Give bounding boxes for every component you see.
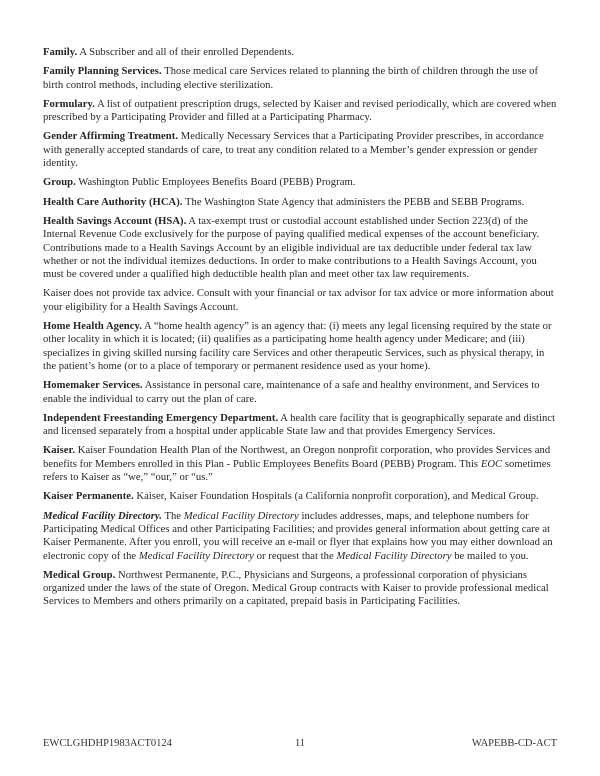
definition-text: A Subscriber and all of their enrolled Dependents. (77, 47, 295, 58)
definition-paragraph (43, 65, 557, 92)
definition-term: Health Savings Account (HSA). (43, 215, 187, 227)
definition-text: Medical Facility Directory (138, 550, 254, 562)
definition-paragraph (43, 98, 557, 125)
definition-paragraph (43, 196, 557, 209)
definition-paragraph (43, 510, 557, 563)
definition-term: Gender Affirming Treatment. (43, 131, 179, 143)
definition-term: Family. (43, 47, 78, 58)
footer-document-code: EWCLGHDHP1983ACT0124 (43, 738, 172, 749)
definition-text: be mailed to you. (451, 550, 529, 562)
definition-paragraph (43, 130, 557, 170)
definition-text: The Washington State Agency that administers the PEBB and SEBB Programs. (182, 196, 525, 208)
definition-text: A tax-exempt trust or custodial account established under Section 223(d) of the Internal Revenue Code exclusively for the purpose of paying qualified medical expenses of the account beneficiary. Contributions made to a Health Savings Account by an eligible individual are tax deductible under federal tax law whether or not the individual itemizes deductions. In order to make contributions to a Health Savings Account, you must be covered under a qualified high deductible health plan and meet other tax law requirements. (43, 215, 540, 281)
definition-text: Medical Facility Directory (183, 510, 299, 522)
definition-term: Family Planning Services. (43, 66, 162, 78)
definition-text: Medical Facility Directory (336, 550, 452, 562)
definition-text: The (161, 510, 184, 522)
definition-paragraph (43, 490, 557, 503)
page-footer (43, 737, 557, 750)
definition-term: Kaiser. (43, 445, 76, 457)
definition-term: Kaiser Permanente. (43, 491, 134, 503)
definition-paragraph (43, 379, 557, 406)
definition-paragraph (43, 320, 557, 373)
definition-term: Health Care Authority (HCA). (43, 196, 183, 208)
definition-term: Homemaker Services. (43, 380, 143, 392)
footer-page-number: 11 (294, 738, 306, 749)
definition-text: Kaiser Foundation Health Plan of the Northwest, an Oregon nonprofit corporation, who provides Services and benefits for Members enrolled in this Plan - Public Employees Benefits Board (PEBB) Program. This (43, 445, 551, 470)
definition-term: Medical Group. (43, 569, 116, 581)
definition-text: Those medical care Services related to planning the birth of children through the use of birth control methods, including elective sterilization. (43, 66, 539, 91)
definition-text: Medically Necessary Services that a Participating Provider prescribes, in accordance with generally accepted standards of care, to treat any condition related to a Member’s gender expression or gender identity. (43, 131, 544, 170)
definition-term: Medical Facility Directory. (43, 510, 162, 522)
definition-term: Independent Freestanding Emergency Department. (43, 412, 279, 424)
definition-text: Assistance in personal care, maintenance of a safe and healthy environment, and Services to enable the individual to carry out the plan of care. (43, 380, 540, 405)
definition-paragraph (43, 569, 557, 609)
definition-text: Northwest Permanente, P.C., Physicians and Surgeons, a professional corporation of physicians organized under the laws of the state of Oregon. Medical Group contracts with Kaiser to provide professional medical Services to Members and others primarily on a capitated, prepaid basis in Participating Facilities. (43, 569, 549, 608)
definition-paragraph (43, 46, 557, 59)
footer-form-code: WAPEBB-CD-ACT (471, 738, 557, 749)
definition-text: Kaiser, Kaiser Foundation Hospitals (a California nonprofit corporation), and Medical Group. (133, 491, 539, 503)
definition-text: A health care facility that is geographically separate and distinct and licensed separately from a hospital under applicable State law and that provides Emergency Services. (43, 412, 556, 438)
definition-text: A list of outpatient prescription drugs, selected by Kaiser and revised periodically, which are covered when prescribed by a Participating Provider and filled at a Participating Pharmacy. (43, 98, 557, 124)
definition-text: or request that the (253, 550, 337, 562)
definition-text: EOC (480, 458, 503, 470)
definition-term: Group. (43, 177, 76, 189)
definition-text: sometimes refers to Kaiser as “we,” “our,” or “us.” (43, 458, 551, 484)
definitions-list (43, 46, 557, 615)
definition-paragraph (43, 215, 557, 281)
definition-paragraph (43, 444, 557, 484)
definition-text: Kaiser does not provide tax advice. Consult with your financial or tax advisor for tax advice or more information about your eligibility for a Health Savings Account. (43, 288, 554, 313)
definition-paragraph (43, 176, 557, 189)
definition-text: A “home health agency” is an agency that: (i) meets any legal licensing required by the state or other locality in which it is located; (ii) qualifies as a participating home health agency under Medicare; and (iii) specializes in giving skilled nursing facility care Services and other therapeutic Services, such as physical therapy, in the patient’s home (or to a place of temporary or permanent residence used as your home). (43, 321, 552, 372)
definition-text: includes addresses, maps, and telephone numbers for Participating Medical Offices and other Participating Facilities; and provides general information about getting care at Kaiser Permanente. After you enroll, you will receive an e-mail or flyer that explains how you may either download an electronic copy of the (43, 510, 553, 562)
definition-text: Washington Public Employees Benefits Board (PEBB) Program. (75, 177, 356, 189)
definition-term: Formulary. (43, 98, 95, 110)
definition-paragraph (43, 287, 557, 314)
definition-paragraph (43, 412, 557, 439)
definition-term: Home Health Agency. (43, 321, 142, 333)
